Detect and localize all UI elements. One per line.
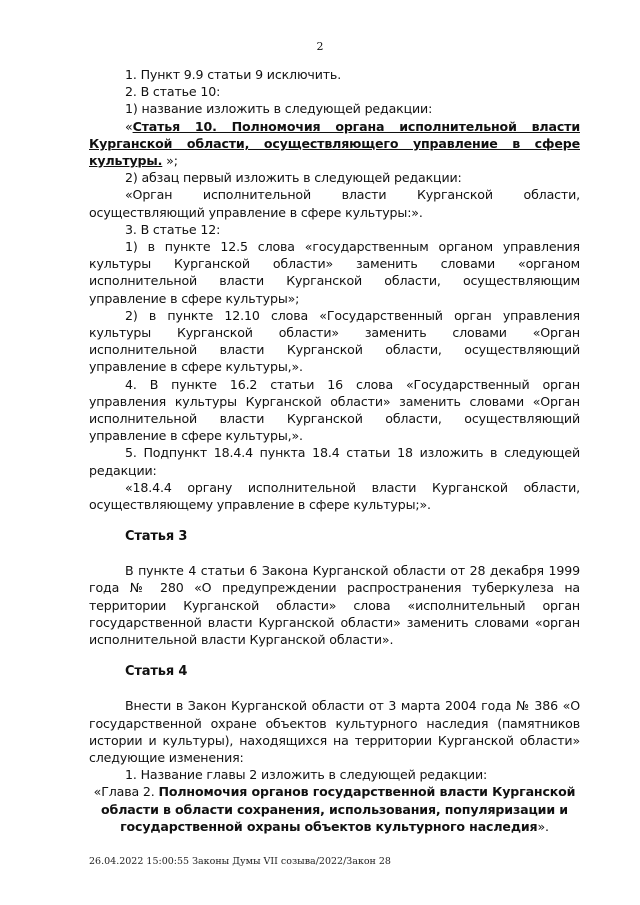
first-paragraph-new-text: «Орган исполнительной власти Курганской области, осуществляющий управление в сфере культуры:». [89, 187, 580, 220]
chapter-close: ». [537, 818, 549, 834]
subitem-12-10: 2) в пункте 12.10 слова «Государственный орган управления культуры Курганской области» заменить словами «Орган исполнительной власти Курганской области, осуществляющий управление в сфере культуры,». [89, 307, 580, 375]
article-4-text: Внести в Закон Курганской области от 3 марта 2004 года № 386 «О государственной охране объектов культурного наследия (памятников истории и культуры), находящихся на территории Курганской области» следующие изменения: [89, 698, 580, 765]
chapter-2-new-title [89, 783, 580, 835]
article-4-heading: Статья 4 [125, 664, 188, 680]
subitem-12-5: 1) в пункте 12.5 слова «государственным органом управления культуры Курганской области» заменить словами «органом исполнительной власти Курганской области, осуществляющим управление в сфере культуры»; [89, 239, 580, 306]
article-4-item-1: 1. Название главы 2 изложить в следующей редакции: [125, 767, 488, 783]
item-18-4-4-new-text: «18.4.4 органу исполнительной власти Курганской области, осуществляющему управление в сфере культуры;». [89, 479, 580, 513]
chapter-prefix: «Глава 2. [93, 784, 159, 800]
article-3-text: В пункте 4 статьи 6 Закона Курганской области от 28 декабря 1999 года № 280 «О предупреждении распространения туберкулеза на территории Курганской области» слова «исполнительный орган государственной власти Курганской области» заменить словами «орган исполнительной власти Курганской области». [89, 563, 580, 648]
footer-stamp: 26.04.2022 15:00:55 Законы Думы VII созыва/2022/Закон 28 [89, 856, 391, 867]
item-article-12: 3. В статье 12: [125, 221, 221, 237]
article-3-heading: Статья 3 [125, 529, 188, 545]
quote-close: »; [162, 153, 178, 169]
article-10-title-underlined: Статья 10. Полномочия органа исполнительной власти Курганской области, осуществляющего управление в сфере культуры. [89, 118, 580, 169]
quote-open: « [125, 118, 133, 134]
item-18-4-4: 5. Подпункт 18.4.4 пункта 18.4 статьи 18 изложить в следующей редакции: [89, 445, 580, 478]
chapter-title-bold: Полномочия органов государственной власти Курганской области в области сохранения, использования, популяризации и государственной охраны объектов культурного наследия [101, 784, 576, 834]
item-article-10: 2. В статье 10: [125, 84, 221, 100]
document-body [89, 66, 580, 835]
item-16-2: 4. В пункте 16.2 статьи 16 слова «Государственный орган управления культуры Курганской области» заменить словами «Орган исполнительной власти Курганской области, осуществляющий управление в сфере культуры,». [89, 376, 580, 444]
subitem-first-paragraph: 2) абзац первый изложить в следующей редакции: [125, 170, 462, 186]
item-9-9-removal: 1. Пункт 9.9 статьи 9 исключить. [125, 67, 342, 82]
article-10-new-title [89, 118, 580, 170]
page-number: 2 [316, 40, 324, 53]
subitem-title-change: 1) название изложить в следующей редакции: [125, 101, 433, 117]
